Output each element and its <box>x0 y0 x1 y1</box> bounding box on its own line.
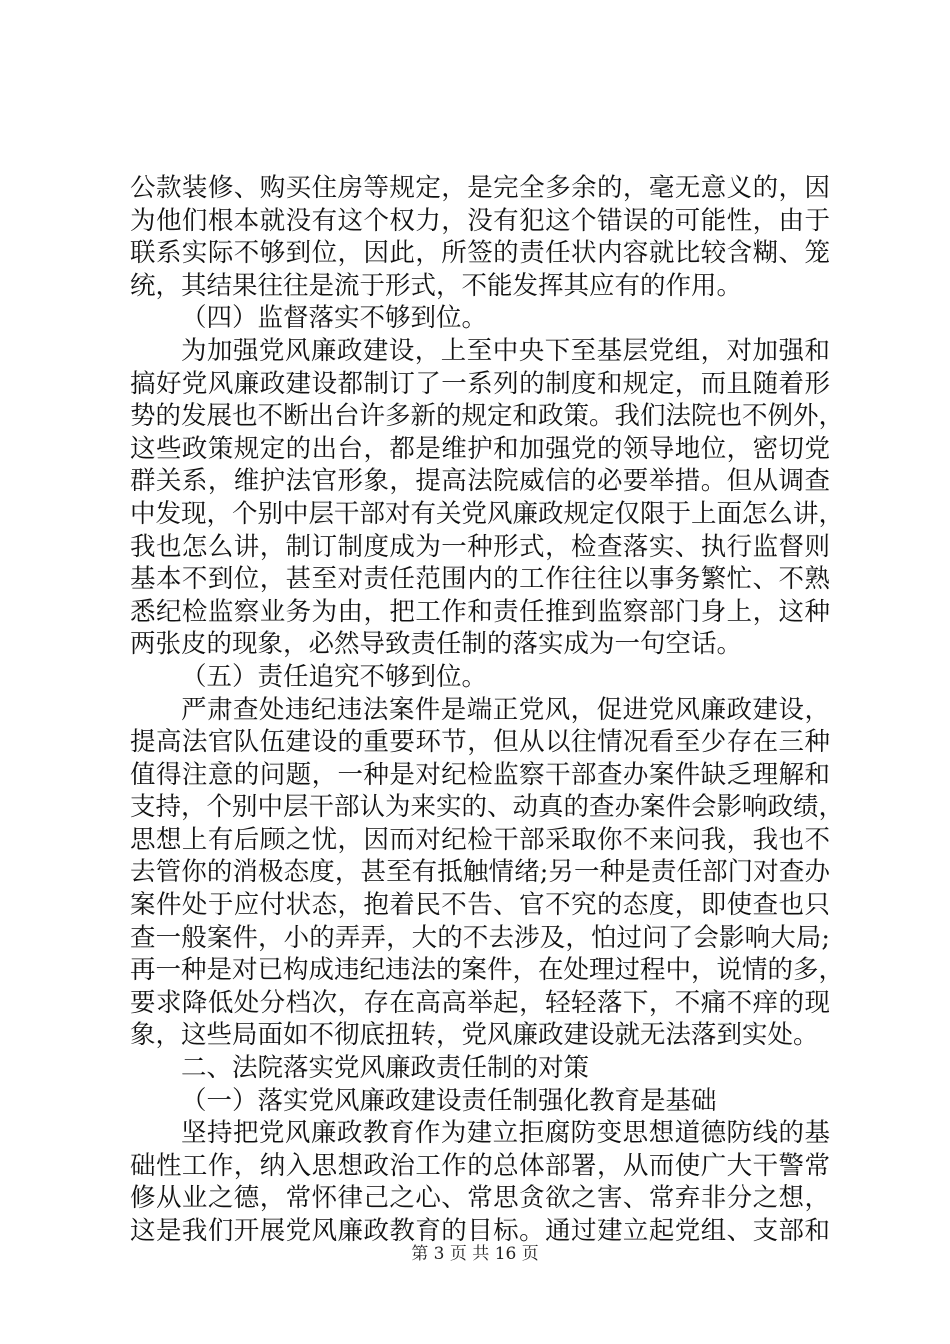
text-line: 二、法院落实党风廉政责任制的对策 <box>181 1053 590 1084</box>
text-line: （四）监督落实不够到位。 <box>181 303 488 334</box>
text-line: 联系实际不够到位，因此，所签的责任状内容就比较含糊、笼 <box>130 238 830 269</box>
text-line: 这是我们开展党风廉政教育的目标。通过建立起党组、支部和 <box>130 1216 830 1246</box>
text-line: 群关系，维护法官形象，提高法院威信的必要举措。但从调查 <box>130 466 830 497</box>
text-line: 两张皮的现象，必然导致责任制的落实成为一句空话。 <box>130 629 743 660</box>
text-line: 我也怎么讲，制订制度成为一种形式，检查落实、执行监督则 <box>130 531 830 562</box>
text-line: 为加强党风廉政建设，上至中央下至基层党组，对加强和 <box>181 335 830 366</box>
text-line: 思想上有后顾之忧，因而对纪检干部采取你不来问我，我也不 <box>130 824 830 855</box>
text-line: 中发现，个别中层干部对有关党风廉政规定仅限于上面怎么讲， <box>130 498 845 529</box>
page-footer: 第 3 页 共 16 页 <box>411 1244 539 1264</box>
text-line: （五）责任追究不够到位。 <box>181 661 488 692</box>
text-line: 悉纪检监察业务为由，把工作和责任推到监察部门身上，这种 <box>130 596 830 627</box>
text-line: 要求降低处分档次，存在高高举起，轻轻落下，不痛不痒的现 <box>130 987 830 1018</box>
text-line: （一）落实党风廉政建设责任制强化教育是基础 <box>181 1085 717 1116</box>
text-line: 提高法官队伍建设的重要环节，但从以往情况看至少存在三种 <box>130 727 830 758</box>
text-line: 支持，个别中层干部认为来实的、动真的查办案件会影响政绩， <box>130 792 845 823</box>
text-line: 再一种是对已构成违纪违法的案件，在处理过程中，说情的多， <box>130 955 845 986</box>
text-line: 查一般案件，小的弄弄，大的不去涉及，怕过问了会影响大局; <box>130 922 830 953</box>
text-line: 象，这些局面如不彻底扭转，党风廉政建设就无法落到实处。 <box>130 1020 819 1051</box>
text-line: 为他们根本就没有这个权力，没有犯这个错误的可能性，由于 <box>130 205 830 236</box>
document-body <box>130 172 845 1248</box>
text-line: 值得注意的问题，一种是对纪检监察干部查办案件缺乏理解和 <box>130 759 830 790</box>
text-line: 基本不到位，甚至对责任范围内的工作往往以事务繁忙、不熟 <box>130 564 830 595</box>
text-line: 统，其结果往往是流于形式，不能发挥其应有的作用。 <box>130 270 743 301</box>
text-line: 搞好党风廉政建设都制订了一系列的制度和规定，而且随着形 <box>130 368 830 399</box>
text-line: 这些政策规定的出台，都是维护和加强党的领导地位，密切党 <box>130 433 830 464</box>
text-line: 势的发展也不断出台许多新的规定和政策。我们法院也不例外， <box>130 401 845 432</box>
text-line: 础性工作，纳入思想政治工作的总体部署，从而使广大干警常 <box>130 1150 830 1181</box>
text-line: 严肃查处违纪违法案件是端正党风，促进党风廉政建设， <box>181 694 830 725</box>
text-line: 去管你的消极态度，甚至有抵触情绪;另一种是责任部门对查办 <box>130 857 830 888</box>
text-line: 公款装修、购买住房等规定，是完全多余的，毫无意义的，因 <box>130 173 830 203</box>
text-line: 修从业之德，常怀律己之心、常思贪欲之害、常弃非分之想， <box>130 1183 830 1214</box>
text-line: 案件处于应付状态，抱着民不告、官不究的态度，即使查也只 <box>130 890 830 921</box>
text-line: 坚持把党风廉政教育作为建立拒腐防变思想道德防线的基 <box>181 1118 830 1149</box>
